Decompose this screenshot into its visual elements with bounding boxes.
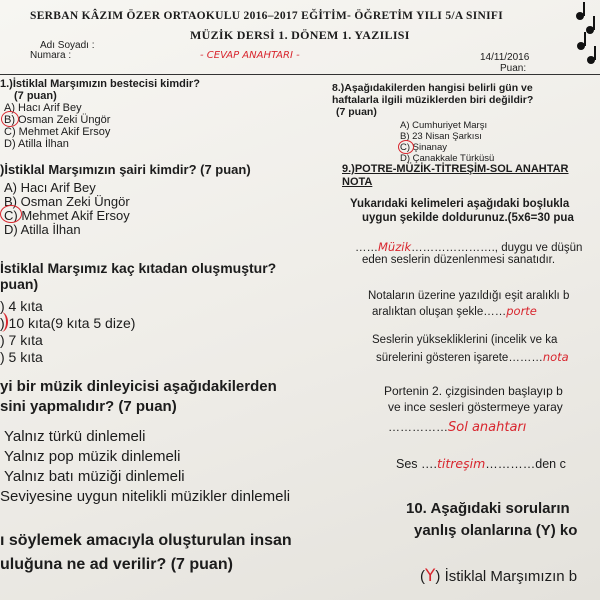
q3-question: İstiklal Marşımız kaç kıtadan oluşmuştur? bbox=[0, 260, 277, 276]
q10-item-1-mark: Y bbox=[425, 566, 436, 586]
q8-question: 8.)Aşağıdakilerden hangisi belirli gün ve bbox=[332, 82, 533, 94]
q8-answer-circle bbox=[398, 140, 414, 154]
q9-item-5-post: …………den c bbox=[485, 457, 566, 471]
q9-item-2-answer: porte bbox=[506, 304, 537, 318]
q9-instruction-2: uygun şekilde doldurunuz.(5x6=30 pua bbox=[362, 212, 574, 224]
q9-item-1-pre: …… bbox=[355, 242, 378, 254]
q1-option-b: B) Osman Zeki Üngör bbox=[4, 114, 111, 126]
q5-question-2: uluğuna ne ad verilir? (7 puan) bbox=[0, 556, 233, 573]
q3-option-a: ) 4 kıta bbox=[0, 298, 43, 314]
school-title: SERBAN KÂZIM ÖZER ORTAOKULU 2016–2017 EĞİTİM- ÖĞRETİM YILI 5/A SINIFI bbox=[30, 10, 504, 22]
q8-points: (7 puan) bbox=[336, 106, 377, 118]
q2-option-b: B) Osman Zeki Üngör bbox=[4, 194, 130, 209]
q9-item-5 bbox=[396, 456, 566, 471]
q9-item-4-answer: Sol anahtarı bbox=[448, 420, 527, 435]
header-divider bbox=[0, 74, 600, 75]
q9-item-2-line1: Notaların üzerine yazıldığı eşit aralıklı b bbox=[368, 290, 570, 302]
q4-option-b: Yalnız pop müzik dinlemeli bbox=[4, 448, 181, 465]
q1-option-c: C) Mehmet Akif Ersoy bbox=[4, 126, 111, 138]
number-label: Numara : bbox=[30, 50, 72, 61]
q10-title: 10. Aşağıdaki soruların bbox=[406, 500, 570, 517]
q4-option-c: Yalnız batı müziği dinlemeli bbox=[4, 468, 185, 485]
q9-item-1-line2: eden seslerin düzenlenmesi sanatıdır. bbox=[362, 254, 556, 266]
q3-points: puan) bbox=[0, 276, 39, 292]
q9-instruction: Yukarıdaki kelimeleri aşağıdaki boşlukla bbox=[350, 198, 570, 210]
q8-option-d: D) Çanakkale Türküsü bbox=[400, 153, 495, 164]
q8-option-b: B) 23 Nisan Şarkısı bbox=[400, 131, 482, 142]
music-note-icon bbox=[572, 0, 600, 70]
q9-item-4-line2: ve ince sesleri göstermeye yaray bbox=[388, 400, 563, 414]
exam-title: MÜZİK DERSİ 1. DÖNEM 1. YAZILISI bbox=[190, 28, 410, 42]
q9-item-3 bbox=[376, 350, 569, 364]
q1-option-d: D) Atilla İlhan bbox=[4, 138, 69, 150]
answer-key-label: - CEVAP ANAHTARI - bbox=[200, 50, 300, 61]
q4-question: yi bir müzik dinleyicisi aşağıdakilerden bbox=[0, 378, 277, 395]
q9-item-5-answer: titreşim bbox=[437, 456, 486, 471]
q9-item-1-post: …………………., duygu ve düşün bbox=[411, 242, 583, 254]
score-label: Puan: bbox=[500, 63, 527, 74]
q10-item-1-text: İstiklal Marşımızın b bbox=[444, 568, 578, 585]
q9-item-2 bbox=[372, 304, 537, 318]
q2-option-a: A) Hacı Arif Bey bbox=[4, 180, 96, 195]
q9-item-5-pre: Ses …. bbox=[396, 457, 437, 471]
q9-item-4-pre: …………… bbox=[388, 420, 448, 434]
q9-item-1-answer: Müzik bbox=[378, 240, 412, 254]
q2-answer-circle bbox=[0, 205, 22, 223]
q9-item-2-pre: aralıktan oluşan şekle…… bbox=[372, 306, 507, 318]
q9-item-3-pre: sürelerini gösteren işarete……… bbox=[376, 352, 543, 364]
q9-title-2: NOTA bbox=[342, 176, 373, 188]
q3-option-b: ) 10 kıta(9 kıta 5 dize) bbox=[0, 315, 136, 331]
q1-question: 1.)İstiklal Marşımızın bestecisi kimdir? bbox=[0, 78, 200, 90]
q4-option-d: Seviyesine uygun nitelikli müzikler dinlemeli bbox=[0, 488, 291, 505]
q4-option-a: Yalnız türkü dinlemeli bbox=[4, 428, 146, 445]
name-label: Adı Soyadı : bbox=[40, 40, 95, 51]
q9-title: 9.)POTRE-MÜZİK-TİTREŞİM-SOL ANAHTAR bbox=[342, 163, 569, 175]
q2-question: )İstiklal Marşımızın şairi kimdir? (7 puan) bbox=[0, 162, 251, 177]
q1-points: (7 puan) bbox=[14, 90, 57, 102]
q2-option-d: D) Atilla İlhan bbox=[4, 222, 81, 237]
exam-date: 14/11/2016 bbox=[480, 52, 530, 63]
q3-option-d: ) 5 kıta bbox=[0, 349, 43, 365]
q9-item-3-answer: nota bbox=[542, 350, 569, 364]
q10-title-2: yanlış olanlarına (Y) ko bbox=[414, 522, 578, 539]
q5-question: ı söylemek amacıyla oluşturulan insan bbox=[0, 532, 292, 549]
q4-question-2: sini yapmalıdır? (7 puan) bbox=[0, 398, 177, 415]
q9-item-3-line1: Seslerin yüksekliklerini (incelik ve ka bbox=[372, 334, 558, 346]
q3-option-c: ) 7 kıta bbox=[0, 332, 43, 348]
q9-item-4-line1: Portenin 2. çizgisinden başlayıp b bbox=[384, 384, 563, 398]
q1-option-a: A) Hacı Arif Bey bbox=[4, 102, 82, 114]
q8-option-c: C) Şinanay bbox=[400, 142, 447, 153]
q8-question-2: haftalarla ilgili müziklerden biri değildir? bbox=[332, 94, 534, 106]
q2-option-c: C) Mehmet Akif Ersoy bbox=[4, 208, 130, 223]
q9-item-1 bbox=[355, 240, 582, 254]
q1-answer-circle bbox=[1, 111, 19, 127]
q9-item-4 bbox=[388, 420, 526, 435]
q10-item-1: (Y) İstiklal Marşımızın b bbox=[420, 566, 578, 586]
q8-option-a: A) Cumhuriyet Marşı bbox=[400, 120, 488, 131]
